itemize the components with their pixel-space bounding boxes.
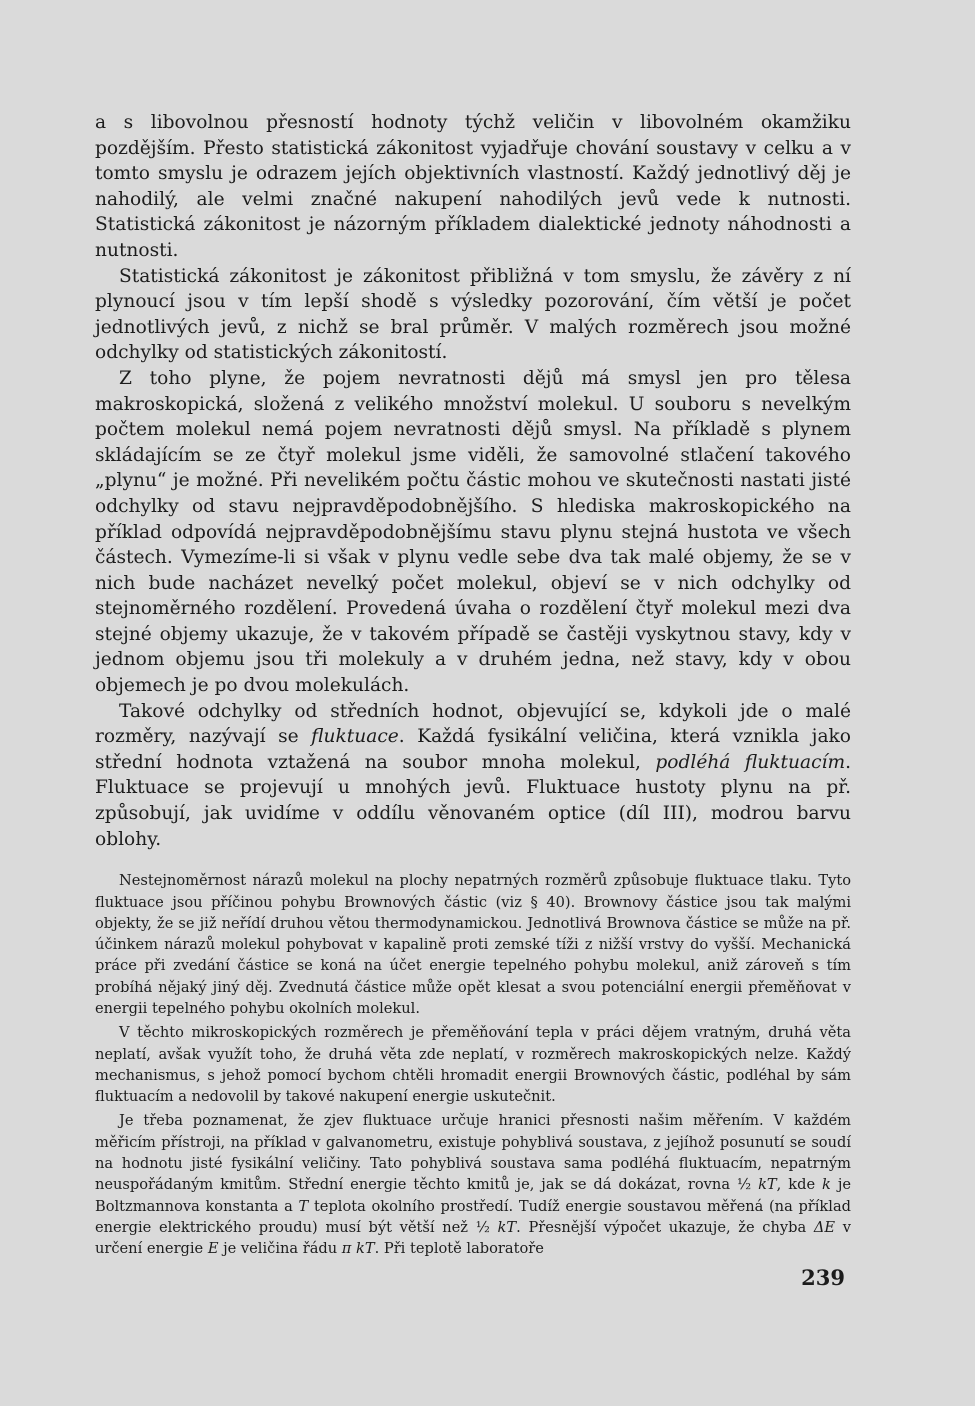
small-paragraph-measurement-limit bbox=[95, 1110, 851, 1259]
text-span: je Boltzmannova konstanta a bbox=[95, 1176, 852, 1215]
page-number: 239 bbox=[801, 1265, 845, 1290]
text-span: Takové odchylky od středních hodnot, objevující se, kdykoli jde o malé rozměry, nazývají se bbox=[95, 700, 851, 748]
math-fraction: ½ bbox=[475, 1218, 490, 1236]
text-span: , kde bbox=[776, 1176, 823, 1194]
text-span: . Při teplotě laboratoře bbox=[374, 1240, 544, 1258]
text-span: teplota okolního prostředí. Tudíž energie soustavou měřená (na příklad energie elektrického proudu) musí být větší než bbox=[95, 1197, 851, 1236]
math-T: T bbox=[298, 1197, 309, 1215]
text-span: . Fluktuace se projevují u mnohých jevů. Fluktuace hustoty plynu na př. způsobují, jak uvidíme v oddílu věnovaném optice (díl III), modrou barvu oblohy. bbox=[95, 751, 851, 850]
paragraph-statistical-law: a s libovolnou přesností hodnoty týchž veličin v libovolném okamžiku pozdějším. Přesto statistická zákonitost vyjadřuje chování soustavy v celku a v tomto smyslu je odrazem jejích objektivních vlastností. Každý jednotlivý děj je nahodilý, ale velmi značné nakupení nahodilých jevů vede k nutnosti. Statistická zákonitost je názorným příkladem dialektické jednoty náhodnosti a nutnosti. bbox=[95, 112, 851, 261]
math-kT: kT bbox=[497, 1218, 517, 1236]
math-k: k bbox=[822, 1176, 831, 1194]
math-E: E bbox=[207, 1240, 219, 1258]
text-span: je veličina řádu bbox=[218, 1240, 342, 1258]
small-paragraph-microscopic: V těchto mikroskopických rozměrech je přeměňování tepla v práci dějem vratným, druhá věta neplatí, avšak využít toho, že druhá věta zde neplatí, v rozměrech makroskopických nelze. Každý mechanismus, s jehož pomocí bychom chtěli hromadit energii Brownových částic, podléhal by sám fluktuacím a nedovolil by takové nakupení energie uskutečnit. bbox=[95, 1024, 851, 1106]
text-span: Je třeba poznamenat, že zjev fluktuace určuje hranici přesnosti našim měřením. V každém měřicím přístroji, na příklad v galvanometru, existuje pohyblivá soustava, z jejíhož posunutí se soudí na hodnotu jisté fysikální veličiny. Tato pohyblivá soustava sama podléhá fluktuacím, nepatrným neuspořádaným kmitům. Střední energie těchto kmitů je, jak se dá dokázat, rovna bbox=[95, 1112, 851, 1194]
paragraph-fluctuations bbox=[95, 699, 851, 853]
text-span: v určení energie bbox=[95, 1218, 852, 1258]
main-text bbox=[95, 110, 851, 852]
term-podleha-fluktuacim: podléhá fluktuacím bbox=[655, 751, 846, 773]
small-print-section bbox=[95, 870, 851, 1259]
text-block bbox=[95, 110, 851, 1260]
paragraph-approximate-law: Statistická zákonitost je zákonitost přibližná v tom smyslu, že závěry z ní plynoucí jsou v tím lepší shodě s výsledky pozorování, čím větší je počet jednotlivých jevů, z nichž se bral průměr. V malých rozměrech jsou možné odchylky od statistických zákonitostí. bbox=[95, 265, 851, 364]
math-delta-E: ΔE bbox=[813, 1218, 836, 1236]
math-kT: kT bbox=[758, 1176, 777, 1194]
paragraph-irreversibility: Z toho plyne, že pojem nevratnosti dějů má smysl jen pro tělesa makroskopická, složená z velikého množství molekul. U souboru s nevelkým počtem molekul nemá pojem nevratnosti dějů smysl. Na příkladě s plynem skládajícím se ze čtyř molekul jsme viděli, že samovolné stlačení takového „plynu“ je možné. Při nevelikém počtu částic mohou ve skutečnosti nastati jisté odchylky od stavu nejpravděpodobnějšího. S hlediska makroskopického na příklad odpovídá nejpravděpodobnějšímu stavu plynu stejná hustota ve všech částech. Vymezíme-li si však v plynu vedle sebe dva tak malé objemy, že se v nich bude nacházet nevelký počet molekul, objeví se v nich odchylky od stejnoměrného rozdělení. Provedená úvaha o rozdělení čtyř molekul mezi dva stejné objemy ukazuje, že v takovém případě se častěji vyskytnou stavy, kdy v jednom objemu jsou tři molekuly a v druhém jedna, než stavy, kdy v obou objemech je po dvou molekulách. bbox=[95, 367, 851, 697]
small-paragraph-brownian: Nestejnoměrnost nárazů molekul na plochy nepatrných rozměrů způsobuje fluktuace tlaku. Tyto fluktuace jsou příčinou pohybu Brownových částic (viz § 40). Brownovy částice jsou tak malými objekty, že se již neřídí druhou větou thermodynamickou. Jednotlivá Brownova částice se může na př. účinkem nárazů molekul pohybovat v kapalině proti zemské tíži z nižší vrstvy do vyšší. Mechanická práce při zvedání částice se koná na účet energie tepelného pohybu molekul, aniž zároveň s tím probíhá nějaký jiný děj. Zvednutá částice může opět klesat a svou potenciální energii přeměňovat v energii tepelného pohybu okolních molekul. bbox=[95, 872, 851, 1017]
math-fraction: ½ bbox=[736, 1176, 752, 1194]
text-span: . Každá fysikální veličina, která vznikla jako střední hodnota vztažená na soubor mnoha molekul, bbox=[95, 726, 851, 773]
math-pi-kT: π kT bbox=[341, 1240, 375, 1258]
text-span: . Přesnější výpočet ukazuje, že chyba bbox=[516, 1218, 814, 1236]
term-fluktuace: fluktuace bbox=[311, 726, 399, 748]
